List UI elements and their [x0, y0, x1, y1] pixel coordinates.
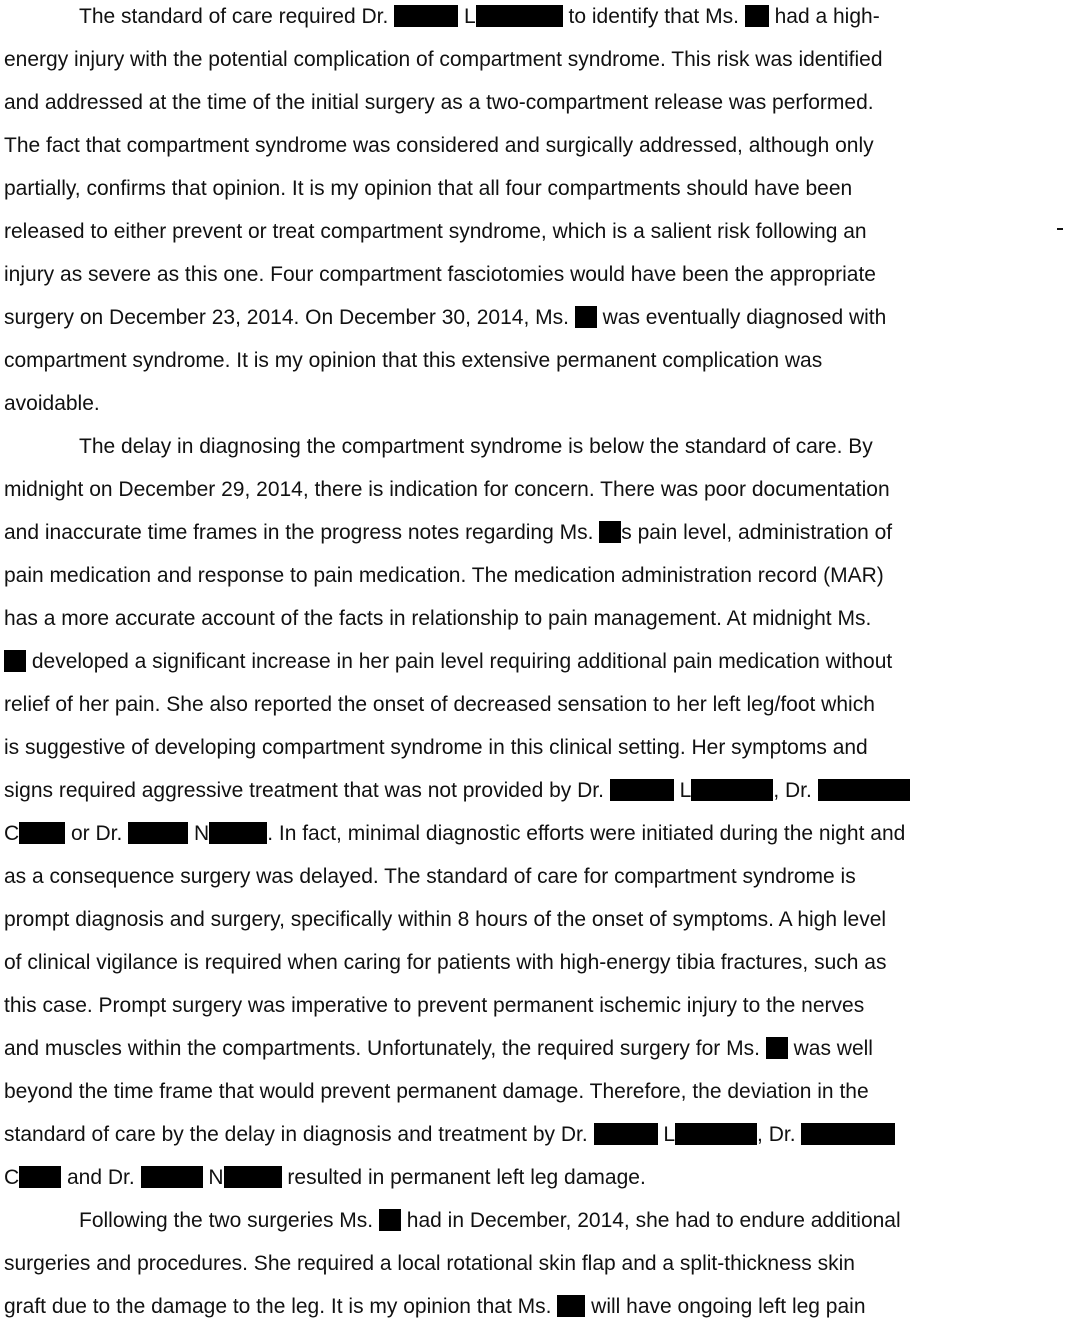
text-line: compartment syndrome. It is my opinion that this extensive permanent complication was — [4, 349, 823, 372]
text-line: standard of care by the delay in diagnosis and treatment by Dr. L , Dr. — [4, 1122, 895, 1148]
text-line: C or Dr. N . In fact, minimal diagnostic efforts were initiated during the night and — [4, 822, 906, 845]
text-line: prompt diagnosis and surgery, specifically within 8 hours of the onset of symptoms. A high level — [4, 908, 887, 931]
text-line: The fact that compartment syndrome was considered and surgically addressed, although only — [4, 134, 874, 157]
margin-mark — [1057, 228, 1063, 230]
text-line: of clinical vigilance is required when caring for patients with high-energy tibia fractures, such as — [4, 951, 887, 974]
redaction-box — [394, 5, 458, 27]
redaction-box — [599, 521, 621, 543]
text-line: avoidable. — [4, 392, 100, 415]
redaction-box — [19, 822, 65, 844]
redaction-box — [818, 779, 910, 801]
redaction-box — [19, 1166, 61, 1188]
text-line: and inaccurate time frames in the progress notes regarding Ms. s pain level, administration of — [4, 521, 893, 544]
text-line: released to either prevent or treat compartment syndrome, which is a salient risk following an — [4, 220, 867, 243]
redaction-box — [691, 779, 773, 801]
redaction-box — [745, 5, 769, 27]
text-line: pain medication and response to pain medication. The medication administration record (MAR) — [4, 564, 884, 587]
text-line: is suggestive of developing compartment syndrome in this clinical setting. Her symptoms and — [4, 736, 868, 759]
redaction-box — [209, 822, 267, 844]
text-line: surgeries and procedures. She required a local rotational skin flap and a split-thickness skin — [4, 1252, 855, 1275]
redaction-box — [675, 1123, 757, 1145]
text-line: Following the two surgeries Ms. had in December, 2014, she had to endure additional — [79, 1209, 901, 1232]
text-line: has a more accurate account of the facts in relationship to pain management. At midnight Ms. — [4, 607, 872, 630]
redaction-box — [610, 779, 674, 801]
text-line: and muscles within the compartments. Unfortunately, the required surgery for Ms. was well — [4, 1037, 873, 1060]
redaction-box — [801, 1123, 895, 1145]
text-line: C and Dr. N resulted in permanent left leg damage. — [4, 1166, 646, 1189]
text-line: as a consequence surgery was delayed. The standard of care for compartment syndrome is — [4, 865, 856, 888]
text-line: graft due to the damage to the leg. It is my opinion that Ms. will have ongoing left leg pain — [4, 1295, 866, 1318]
redaction-box — [594, 1123, 658, 1145]
redaction-box — [557, 1295, 585, 1317]
text-line: midnight on December 29, 2014, there is indication for concern. There was poor documentation — [4, 478, 890, 501]
text-line: beyond the time frame that would prevent permanent damage. Therefore, the deviation in the — [4, 1080, 869, 1103]
text-line: surgery on December 23, 2014. On December 30, 2014, Ms. was eventually diagnosed with — [4, 306, 887, 329]
redaction-box — [141, 1166, 203, 1188]
text-line: signs required aggressive treatment that was not provided by Dr. L , Dr. — [4, 778, 910, 804]
text-line: developed a significant increase in her pain level requiring additional pain medication without — [4, 649, 892, 675]
text-line: injury as severe as this one. Four compartment fasciotomies would have been the appropriate — [4, 263, 876, 286]
redaction-box — [575, 306, 597, 328]
text-line: The standard of care required Dr. L to identify that Ms. had a high- — [79, 5, 880, 28]
redaction-box — [224, 1166, 282, 1188]
redaction-box — [476, 5, 563, 27]
redaction-box — [128, 822, 188, 844]
redaction-box — [4, 650, 26, 672]
text-line: relief of her pain. She also reported the onset of decreased sensation to her left leg/foot which — [4, 693, 875, 716]
text-line: and addressed at the time of the initial surgery as a two-compartment release was performed. — [4, 91, 874, 114]
text-line: The delay in diagnosing the compartment syndrome is below the standard of care. By — [79, 435, 873, 458]
text-line: energy injury with the potential complication of compartment syndrome. This risk was identified — [4, 48, 883, 71]
redaction-box — [766, 1037, 788, 1059]
text-line: this case. Prompt surgery was imperative to prevent permanent ischemic injury to the nerves — [4, 994, 865, 1017]
redaction-box — [379, 1209, 401, 1231]
text-line: partially, confirms that opinion. It is my opinion that all four compartments should have been — [4, 177, 853, 200]
